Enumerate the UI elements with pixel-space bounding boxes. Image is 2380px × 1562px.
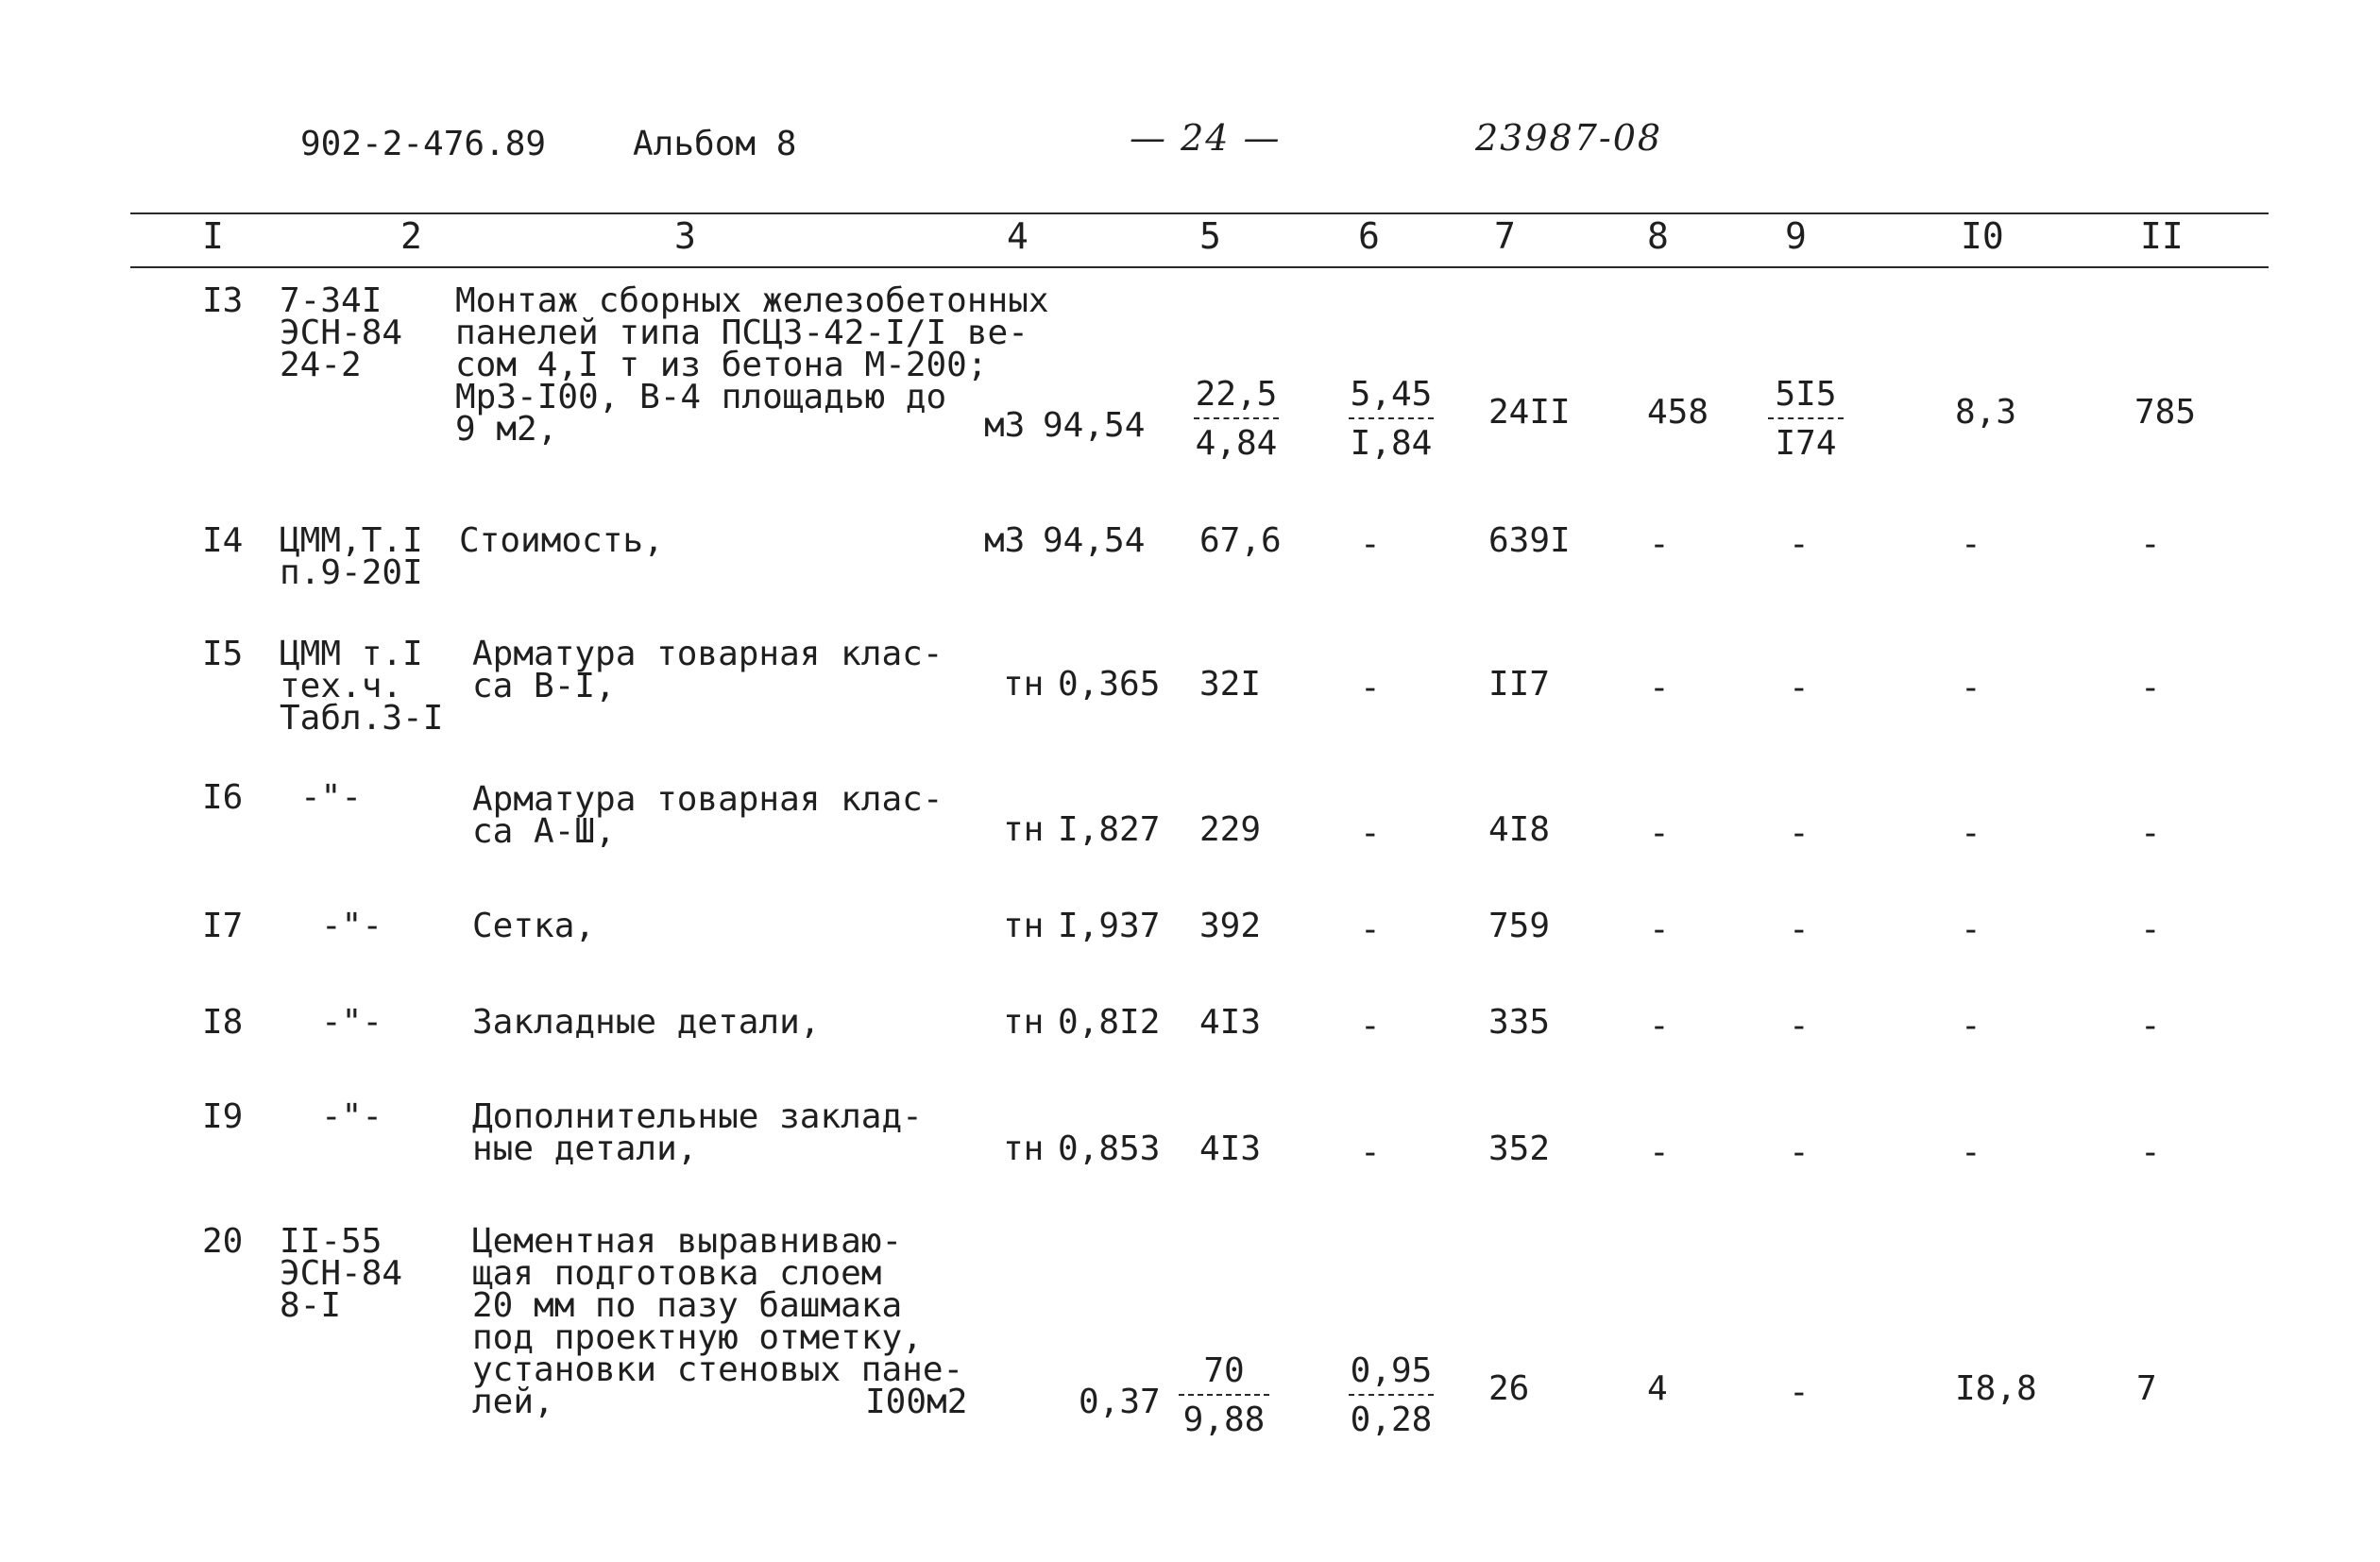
column-9-value: - <box>1789 1007 1810 1045</box>
quantity: 0,8I2 <box>1058 1003 1161 1042</box>
column-number-7: 7 <box>1494 215 1516 257</box>
fraction-denominator: 0,28 <box>1350 1401 1433 1439</box>
column-11-value: 785 <box>2134 393 2197 432</box>
norm-reference: -"- <box>321 1003 383 1042</box>
column-8-value: - <box>1649 525 1670 564</box>
unit: тн <box>1003 1129 1045 1168</box>
column-6-value: - <box>1360 1007 1381 1045</box>
column-9-fraction <box>1768 375 1844 463</box>
column-10-value: I8,8 <box>1955 1369 2037 1408</box>
column-11-value: - <box>2140 669 2161 707</box>
column-5-value: 4I3 <box>1199 1003 1262 1042</box>
column-9-value: - <box>1789 669 1810 707</box>
row-number: I7 <box>202 907 244 945</box>
unit: I00м2 <box>865 1383 968 1421</box>
column-10-value: - <box>1961 814 1981 853</box>
column-11-value: - <box>2140 1007 2161 1045</box>
page-number: — 24 — <box>1130 117 1282 159</box>
work-description: Цементная выравниваю- щая подготовка слоем 20 мм по пазу башмака под проектную отметку, установки стеновых пане- лей, <box>472 1222 964 1421</box>
column-8-value: - <box>1649 1007 1670 1045</box>
document-code: 902-2-476.89 <box>300 125 547 163</box>
fraction-denominator: I74 <box>1775 424 1837 463</box>
column-6-value: - <box>1360 910 1381 949</box>
column-7-value: 24II <box>1488 393 1571 432</box>
unit: м3 <box>984 406 1026 445</box>
column-number-3: 3 <box>674 215 696 257</box>
column-8-value: - <box>1649 1133 1670 1172</box>
column-6-value: - <box>1360 814 1381 853</box>
work-description: Сетка, <box>472 907 596 945</box>
fraction-numerator: 5,45 <box>1349 378 1434 419</box>
fraction-numerator: 22,5 <box>1194 378 1279 419</box>
column-9-value: - <box>1789 1373 1810 1412</box>
column-number-11: II <box>2140 215 2184 257</box>
column-6-fraction <box>1349 1351 1434 1439</box>
column-9-value: - <box>1789 1133 1810 1172</box>
column-5-value: 229 <box>1199 810 1262 849</box>
column-9-value: - <box>1789 814 1810 853</box>
column-11-value: - <box>2140 814 2161 853</box>
column-9-value: - <box>1789 525 1810 564</box>
column-6-value: - <box>1360 525 1381 564</box>
column-10-value: - <box>1961 669 1981 707</box>
fraction-denominator: I,84 <box>1350 424 1433 463</box>
column-number-1: I <box>202 215 224 257</box>
column-5-value: 392 <box>1199 907 1262 945</box>
quantity: I,937 <box>1058 907 1161 945</box>
column-5-value: 67,6 <box>1199 521 1282 560</box>
work-description: Арматура товарная клас- са А-Ш, <box>472 780 944 851</box>
quantity: 94,54 <box>1043 521 1146 560</box>
column-9-value: - <box>1789 910 1810 949</box>
quantity: 0,365 <box>1058 665 1161 704</box>
column-5-value: 32I <box>1199 665 1262 704</box>
unit: тн <box>1003 810 1045 849</box>
unit: м3 <box>984 521 1026 560</box>
row-number: I5 <box>202 635 244 673</box>
column-number-6: 6 <box>1358 215 1380 257</box>
work-description: Монтаж сборных железобетонных панелей типа ПСЦЗ-42-I/I ве- сом 4,I т из бетона М-200; МрЗ-I00, В-4 площадью до 9 м2, <box>455 281 1049 449</box>
table-top-rule <box>130 212 2269 214</box>
column-11-value: - <box>2140 910 2161 949</box>
unit: тн <box>1003 665 1045 704</box>
row-number: I4 <box>202 521 244 560</box>
row-number: I6 <box>202 778 244 817</box>
column-6-value: - <box>1360 669 1381 707</box>
column-11-value: 7 <box>2136 1369 2157 1408</box>
column-8-value: - <box>1649 910 1670 949</box>
column-5-fraction <box>1179 1351 1269 1439</box>
column-5-value: 4I3 <box>1199 1129 1262 1168</box>
fraction-denominator: 9,88 <box>1182 1401 1266 1439</box>
norm-reference: ЦММ,Т.I п.9-20I <box>280 521 423 592</box>
row-number: 20 <box>202 1222 244 1261</box>
column-7-value: 759 <box>1488 907 1551 945</box>
work-description: Арматура товарная клас- са В-I, <box>472 635 944 705</box>
norm-reference: -"- <box>300 778 363 817</box>
album-label: Альбом 8 <box>633 125 797 163</box>
norm-reference: II-55 ЭСН-84 8-I <box>280 1222 403 1325</box>
column-7-value: II7 <box>1488 665 1551 704</box>
work-description: Дополнительные заклад- ные детали, <box>472 1097 923 1168</box>
column-8-value: - <box>1649 814 1670 853</box>
norm-reference: -"- <box>321 907 383 945</box>
column-6-value: - <box>1360 1133 1381 1172</box>
column-10-value: 8,3 <box>1955 393 2017 432</box>
quantity: 0,37 <box>1079 1383 1161 1421</box>
column-10-value: - <box>1961 1133 1981 1172</box>
column-10-value: - <box>1961 525 1981 564</box>
column-number-4: 4 <box>1007 215 1028 257</box>
quantity: 94,54 <box>1043 406 1146 445</box>
norm-reference: ЦММ т.I тех.ч. Табл.3-I <box>280 635 444 738</box>
fraction-numerator: 5I5 <box>1768 378 1844 419</box>
column-11-value: - <box>2140 1133 2161 1172</box>
column-number-5: 5 <box>1199 215 1221 257</box>
column-7-value: 26 <box>1488 1369 1530 1408</box>
table-header-rule <box>130 266 2269 268</box>
column-10-value: - <box>1961 1007 1981 1045</box>
column-7-value: 352 <box>1488 1129 1551 1168</box>
column-5-fraction <box>1194 375 1279 463</box>
quantity: 0,853 <box>1058 1129 1161 1168</box>
registration-stamp: 23987-08 <box>1475 117 1663 159</box>
column-10-value: - <box>1961 910 1981 949</box>
fraction-denominator: 4,84 <box>1195 424 1278 463</box>
work-description: Стоимость, <box>459 521 664 560</box>
quantity: I,827 <box>1058 810 1161 849</box>
row-number: I3 <box>202 281 244 320</box>
column-11-value: - <box>2140 525 2161 564</box>
column-7-value: 639I <box>1488 521 1571 560</box>
column-number-8: 8 <box>1647 215 1669 257</box>
column-number-2: 2 <box>400 215 422 257</box>
norm-reference: 7-34I ЭСН-84 24-2 <box>280 281 403 384</box>
column-7-value: 4I8 <box>1488 810 1551 849</box>
column-8-value: - <box>1649 669 1670 707</box>
row-number: I8 <box>202 1003 244 1042</box>
column-8-value: 458 <box>1647 393 1709 432</box>
unit: тн <box>1003 1003 1045 1042</box>
column-number-10: I0 <box>1961 215 2004 257</box>
row-number: I9 <box>202 1097 244 1136</box>
fraction-numerator: 70 <box>1179 1354 1269 1396</box>
unit: тн <box>1003 907 1045 945</box>
column-7-value: 335 <box>1488 1003 1551 1042</box>
norm-reference: -"- <box>321 1097 383 1136</box>
column-number-9: 9 <box>1785 215 1807 257</box>
fraction-numerator: 0,95 <box>1349 1354 1434 1396</box>
work-description: Закладные детали, <box>472 1003 821 1042</box>
column-8-value: 4 <box>1647 1369 1668 1408</box>
column-6-fraction <box>1349 375 1434 463</box>
